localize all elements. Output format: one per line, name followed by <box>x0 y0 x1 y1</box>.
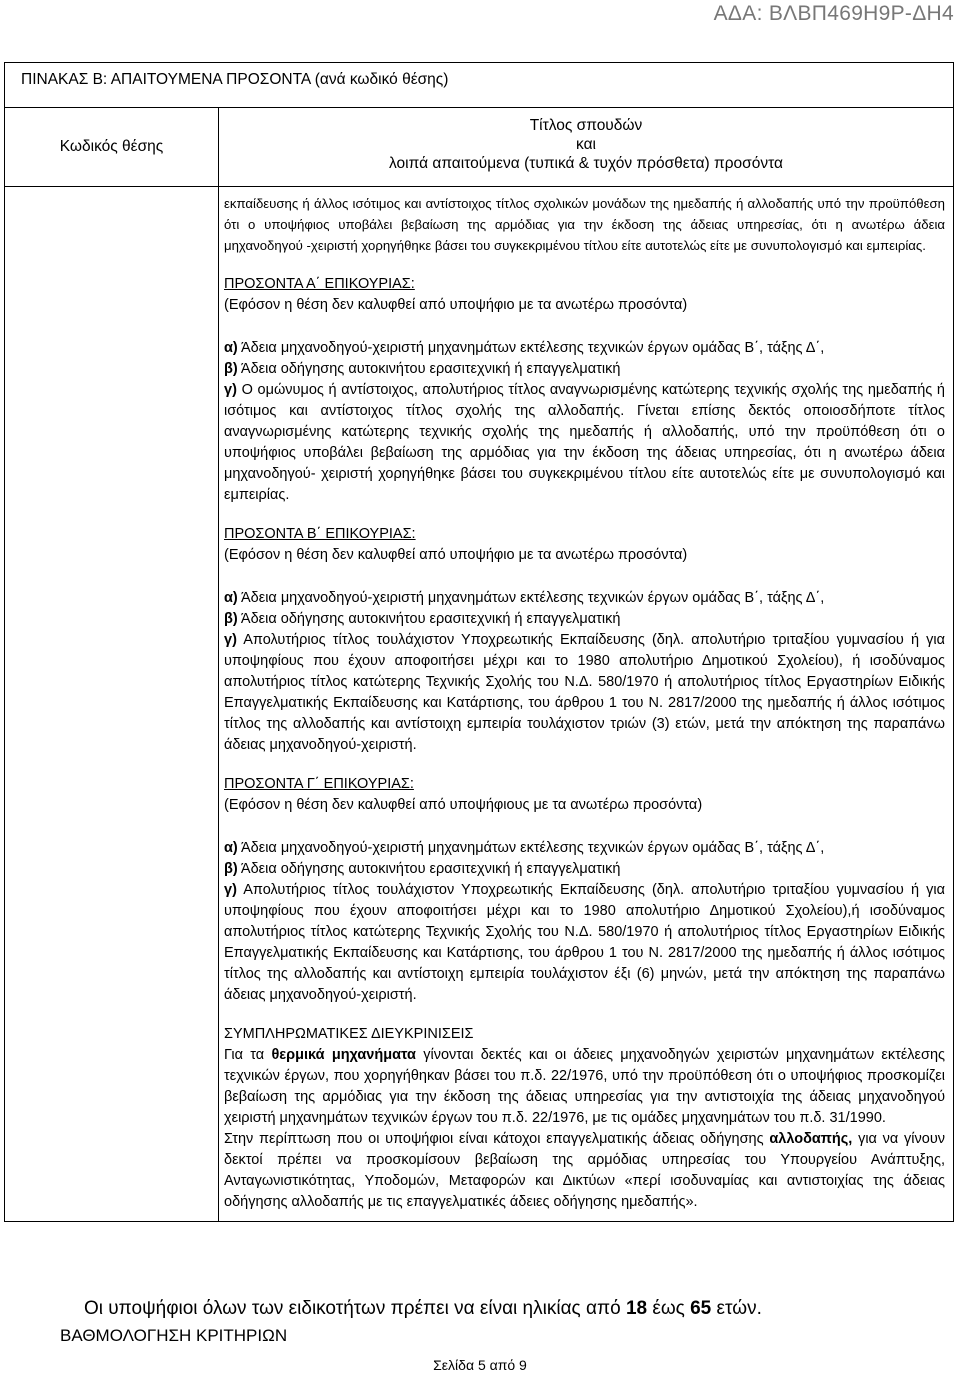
column-header-line-1: Τίτλος σπουδών <box>529 117 643 134</box>
section-b-note: (Εφόσον η θέση δεν καλυφθεί από υποψήφιο με τα ανωτέρω προσόντα) <box>224 547 688 563</box>
position-code-cell <box>5 187 219 1222</box>
section-a-item-a: α) Άδεια μηχανοδηγού-χειριστή μηχανημάτων εκτέλεσης τεχνικών έργων ομάδας Β΄, τάξης Δ΄, <box>224 340 825 356</box>
clarifications-title: ΣΥΜΠΛΗΡΩΜΑΤΙΚΕΣ ΔΙΕΥΚΡΙΝΙΣΕΙΣ <box>224 1026 474 1042</box>
clarifications-paragraph-2: Στην περίπτωση που οι υποψήφιοι είναι κάτοχοι επαγγελματικής άδειας οδήγησης αλλοδαπής, για να γίνουν δεκτοί πρέπει να προσκομίσουν βεβαίωση της αρμόδιας υπηρεσίας του Υπουργείου Ανάπτυξης, Ανταγωνιστικότητας, Υποδομών, Μεταφορών και Δικτύων «περί ισοδυναμίας και αντιστοιχίας της άδειας οδήγησης αλλοδαπής με τις επαγγελματικές άδειες οδήγησης ημεδαπής». <box>224 1131 946 1210</box>
section-a-note: (Εφόσον η θέση δεν καλυφθεί από υποψήφιο με τα ανωτέρω προσόντα) <box>224 297 688 313</box>
ada-code: ΑΔΑ: ΒΛΒΠ469Η9Ρ-ΔΗ4 <box>713 2 954 25</box>
table-heading: ΠΙΝΑΚΑΣ Β: ΑΠΑΙΤΟΥΜΕΝΑ ΠΡΟΣΟΝΤΑ (ανά κωδικό θέσης) <box>5 63 954 108</box>
column-header-position-code: Κωδικός θέσης <box>5 108 219 187</box>
section-c-item-a: α) Άδεια μηχανοδηγού-χειριστή μηχανημάτων εκτέλεσης τεχνικών έργων ομάδας Β΄, τάξης Δ΄, <box>224 840 825 856</box>
section-b-title: ΠΡΟΣΟΝΤΑ Β΄ ΕΠΙΚΟΥΡΙΑΣ: <box>224 526 416 542</box>
column-header-line-2: και <box>576 136 596 153</box>
intro-paragraph: εκπαίδευσης ή άλλος ισότιμος και αντίστοιχος τίτλος σχολικών μονάδων της ημεδαπής ή αλλοδαπής υπό την προϋπόθεση ότι ο υποψήφιος υποβάλει βεβαίωση της αρμόδιας για την έκδοση της άδειας υπηρεσίας, ότι η ανωτέρω άδεια μηχανοδηγού -χειριστή χορηγήθηκε βάσει του συγκεκριμένου τίτλου είτε αυτοτελώς είτε με συνυπολογισμό και εμπειρίας. <box>224 196 945 253</box>
section-c-item-c: γ) Απολυτήριος τίτλος τουλάχιστον Υποχρεωτικής Εκπαίδευσης (δηλ. απολυτήριο τριταξίου γυμνασίου ή για υποψηφίους που έχουν αποφοιτήσει μέχρι και το 1980 απολυτήριο Δημοτικού Σχολείου),ή ισοδύναμος απολυτήριος τίτλος κατώτερης Τεχνικής Σχολής του Ν.Δ. 580/1970 ή απολυτήριος τίτλος Εργαστηρίων Ειδικής Επαγγελματικής Εκπαίδευσης και Κατάρτισης, του άρθρου 1 του Ν. 2817/2000 της ημεδαπής ή άλλος ισότιμος τίτλος της αλλοδαπής και αντίστοιχη εμπειρία τουλάχιστον έξι (6) μηνών, μετά την απόκτηση της παραπάνω άδειας μηχανοδηγού-χειριστή. <box>224 882 945 1003</box>
section-a-item-c: γ) Ο ομώνυμος ή αντίστοιχος, απολυτήριος τίτλος αναγνωρισμένης κατώτερης τεχνικής σχολής της ημεδαπής ή ισότιμος και αντίστοιχος τίτλος σχολής της αλλοδαπής. Γίνεται επίσης δεκτός οποιοσδήποτε τίτλος αναγνωρισμένης κατώτερης τεχνικής σχολής της ημεδαπής ή αλλοδαπής, υπό την προϋπόθεση ότι ο υποψήφιος υποβάλει βεβαίωση της αρμόδιας για την έκδοση της άδειας υπηρεσίας, ότι η ανωτέρω άδεια μηχανοδηγού- χειριστή χορηγήθηκε βάσει του συγκεκριμένου τίτλου είτε αυτοτελώς είτε με συνυπολογισμό και εμπειρίας. <box>224 382 945 503</box>
section-b-item-b: β) Άδεια οδήγησης αυτοκινήτου ερασιτεχνική ή επαγγελματική <box>224 611 621 627</box>
section-b-item-c: γ) Απολυτήριος τίτλος τουλάχιστον Υποχρεωτικής Εκπαίδευσης (δηλ. απολυτήριο τριταξίου γυμνασίου ή για υποψηφίους που έχουν αποφοιτήσει μέχρι και το 1980 απολυτήριο Δημοτικού Σχολείου), ή ισοδύναμος απολυτήριος τίτλος κατώτερης Τεχνικής Σχολής του Ν.Δ. 580/1970 ή απολυτήριος τίτλος Εργαστηρίων Ειδικής Επαγγελματικής Εκπαίδευσης και Κατάρτισης, του άρθρου 1 του Ν. 2817/2000 της ημεδαπής ή άλλος ισότιμος τίτλος της αλλοδαπής και αντίστοιχη εμπειρία τουλάχιστον τριών (3) ετών, μετά την απόκτηση της παραπάνω άδειας μηχανοδηγού-χειριστή. <box>224 632 945 753</box>
scoring-heading: ΒΑΘΜΟΛΟΓΗΣΗ ΚΡΙΤΗΡΙΩΝ <box>60 1326 288 1345</box>
section-b-item-a: α) Άδεια μηχανοδηγού-χειριστή μηχανημάτων εκτέλεσης τεχνικών έργων ομάδας Β΄, τάξης Δ΄, <box>224 590 825 606</box>
column-header-qualifications <box>219 108 954 187</box>
section-a-item-b: β) Άδεια οδήγησης αυτοκινήτου ερασιτεχνική ή επαγγελματική <box>224 361 621 377</box>
section-c-note: (Εφόσον η θέση δεν καλυφθεί από υποψήφιους με τα ανωτέρω προσόντα) <box>224 797 703 813</box>
page-number: Σελίδα 5 από 9 <box>433 1357 527 1373</box>
section-c-title: ΠΡΟΣΟΝΤΑ Γ΄ ΕΠΙΚΟΥΡΙΑΣ: <box>224 776 414 792</box>
requirements-table <box>4 62 954 1222</box>
qualifications-cell <box>219 187 954 1222</box>
section-a-title: ΠΡΟΣΟΝΤΑ Α΄ ΕΠΙΚΟΥΡΙΑΣ: <box>224 276 415 292</box>
age-requirement: Οι υποψήφιοι όλων των ειδικοτήτων πρέπει να είναι ηλικίας από 18 έως 65 ετών. <box>84 1298 762 1319</box>
column-header-line-3: λοιπά απαιτούμενα (τυπικά & τυχόν πρόσθετα) προσόντα <box>389 155 783 172</box>
clarifications-paragraph-1: Για τα θερμικά μηχανήματα γίνονται δεκτές και οι άδειες μηχανοδηγών χειριστών μηχανημάτων εκτέλεσης τεχνικών έργων, που χορηγήθηκαν βάσει του π.δ. 22/1976, υπό την προϋπόθεση ότι ο υποψήφιος προσκομίζει βεβαίωση της αρμόδιας για την έκδοση της άδειας υπηρεσίας για την αντιστοιχία της άδειας μηχανοδηγού χειριστή μηχανημάτων τεχνικών έργων του π.δ. 22/1976, με τις ομάδες μηχανημάτων του π.δ. 31/1990. <box>224 1047 946 1126</box>
section-c-item-b: β) Άδεια οδήγησης αυτοκινήτου ερασιτεχνική ή επαγγελματική <box>224 861 621 877</box>
